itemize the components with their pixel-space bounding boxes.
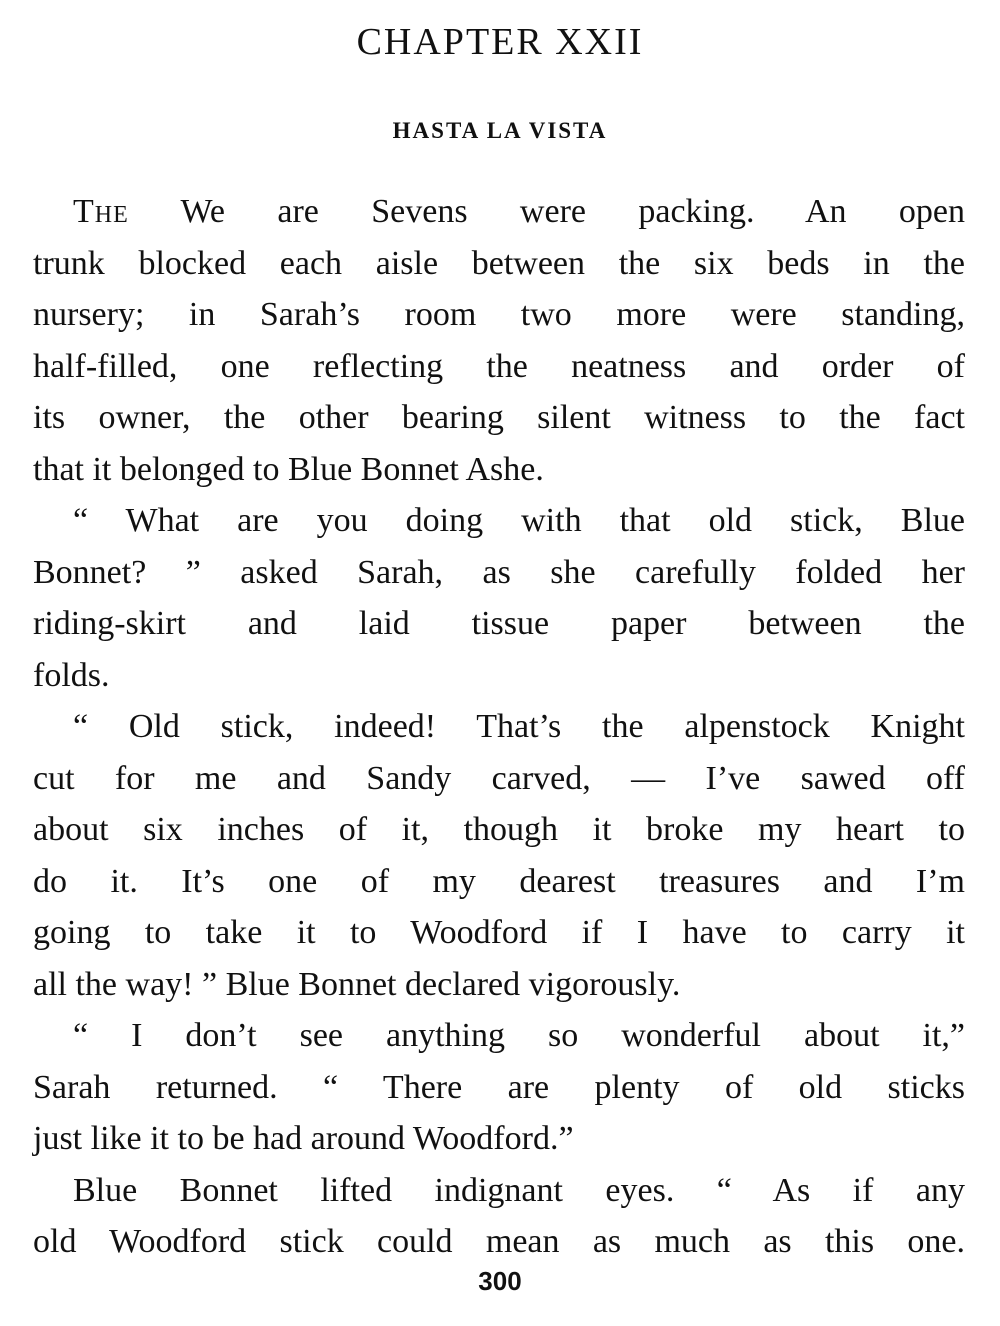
text-line: Blue Bonnet lifted indignant eyes. “ As if any bbox=[73, 1171, 965, 1209]
text-line: Sarah returned. “ There are plenty of old sticks bbox=[33, 1068, 965, 1106]
text-line: “ What are you doing with that old stick, Blue bbox=[73, 502, 965, 539]
text-line: nursery; in Sarah’s room two more were standing, bbox=[33, 296, 965, 333]
text-line: “ I don’t see anything so wonderful about it,” bbox=[73, 1017, 965, 1054]
text-line: all the way! ” Blue Bonnet declared vigorously. bbox=[33, 965, 681, 1003]
text-line: about six inches of it, though it broke my heart to bbox=[33, 811, 965, 848]
text-line: riding-skirt and laid tissue paper between the bbox=[33, 605, 965, 642]
text-line: going to take it to Woodford if I have to carry it bbox=[33, 914, 965, 951]
paragraph-opening-word: The bbox=[73, 193, 129, 230]
paragraph-1-line-1 bbox=[33, 186, 965, 238]
chapter-heading: CHAPTER XXII bbox=[356, 21, 644, 63]
page-number: 300 bbox=[478, 1266, 522, 1296]
text-line: folds. bbox=[33, 656, 110, 694]
text-line: old Woodford stick could mean as much as this one. bbox=[33, 1223, 965, 1260]
text-line: that it belonged to Blue Bonnet Ashe. bbox=[33, 450, 544, 488]
text-line: do it. It’s one of my dearest treasures and I’m bbox=[33, 862, 965, 900]
text-line: its owner, the other bearing silent witness to the fact bbox=[33, 399, 965, 436]
text-line: just like it to be had around Woodford.” bbox=[33, 1120, 574, 1157]
text-line: trunk blocked each aisle between the six beds in the bbox=[33, 244, 965, 282]
text-line: We are Sevens were packing. An open bbox=[180, 193, 965, 230]
text-line: “ Old stick, indeed! That’s the alpenstock Knight bbox=[73, 708, 965, 745]
text-line: cut for me and Sandy carved, — I’ve sawed off bbox=[33, 759, 965, 797]
body-text bbox=[33, 186, 965, 1268]
chapter-subtitle: HASTA LA VISTA bbox=[392, 118, 608, 143]
text-line: half-filled, one reflecting the neatness and order of bbox=[33, 347, 965, 385]
text-line: Bonnet? ” asked Sarah, as she carefully folded her bbox=[33, 553, 965, 591]
